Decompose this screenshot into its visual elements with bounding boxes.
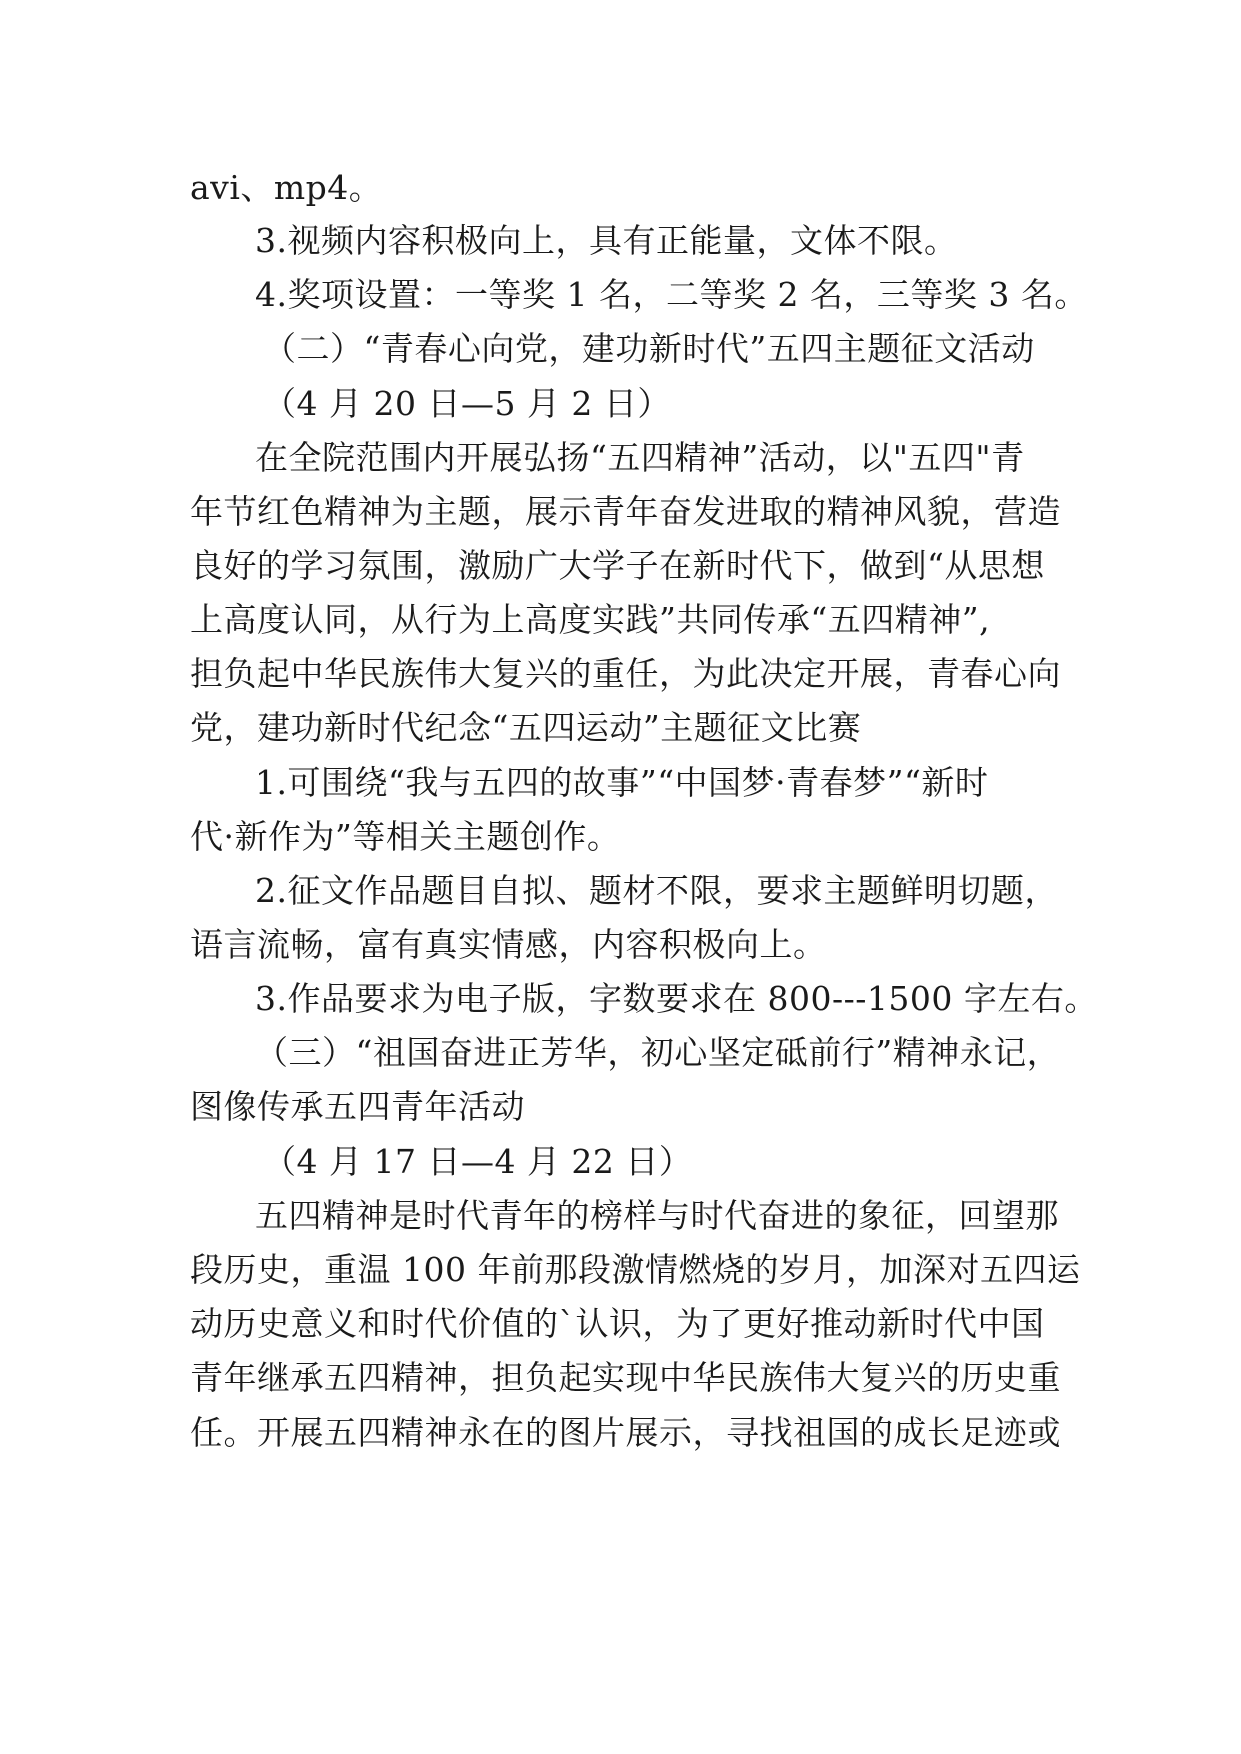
text-line-11: 党，建功新时代纪念“五四运动”主题征文比赛 bbox=[190, 708, 862, 747]
text-line-7: 年节红色精神为主题，展示青年奋发进取的精神风貌，营造 bbox=[190, 492, 1061, 531]
text-line-24: 任。开展五四精神永在的图片展示，寻找祖国的成长足迹或 bbox=[190, 1413, 1061, 1452]
text-line-1: avi、mp4。 bbox=[190, 168, 383, 207]
text-line-2: 3.视频内容积极向上，具有正能量，文体不限。 bbox=[255, 221, 958, 260]
text-line-18: 图像传承五四青年活动 bbox=[190, 1087, 525, 1126]
section-heading-3: （三）“祖国奋进正芳华，初心坚定砥前行”精神永记， bbox=[255, 1033, 1061, 1072]
text-line-14: 2.征文作品题目自拟、题材不限，要求主题鲜明切题， bbox=[255, 871, 1058, 910]
text-line-22: 动历史意义和时代价值的`认识，为了更好推动新时代中国 bbox=[190, 1304, 1045, 1343]
section-date-2: （4 月 20 日—5 月 2 日） bbox=[263, 384, 671, 423]
text-line-21: 段历史，重温 100 年前那段激情燃烧的岁月，加深对五四运 bbox=[190, 1250, 1081, 1289]
text-line-20: 五四精神是时代青年的榜样与时代奋进的象征，回望那 bbox=[255, 1196, 1059, 1235]
text-line-9: 上高度认同，从行为上高度实践”共同传承“五四精神”, bbox=[190, 600, 991, 639]
text-line-16: 3.作品要求为电子版，字数要求在 800---1500 字左右。 bbox=[255, 979, 1098, 1018]
text-line-13: 代·新作为”等相关主题创作。 bbox=[190, 817, 621, 856]
section-heading-2: （二）“青春心向党，建功新时代”五四主题征文活动 bbox=[263, 329, 1035, 368]
text-line-15: 语言流畅，富有真实情感，内容积极向上。 bbox=[190, 925, 827, 964]
text-line-12: 1.可围绕“我与五四的故事”“中国梦·青春梦”“新时 bbox=[255, 763, 989, 802]
text-line-3: 4.奖项设置：一等奖 1 名，二等奖 2 名，三等奖 3 名。 bbox=[255, 275, 1088, 314]
section-date-3: （4 月 17 日—4 月 22 日） bbox=[263, 1142, 693, 1181]
text-line-8: 良好的学习氛围，激励广大学子在新时代下，做到“从思想 bbox=[190, 546, 1045, 585]
text-line-23: 青年继承五四精神，担负起实现中华民族伟大复兴的历史重 bbox=[190, 1358, 1061, 1397]
text-line-6: 在全院范围内开展弘扬“五四精神”活动，以"五四"青 bbox=[255, 438, 1025, 477]
text-line-10: 担负起中华民族伟大复兴的重任，为此决定开展，青春心向 bbox=[190, 654, 1061, 693]
